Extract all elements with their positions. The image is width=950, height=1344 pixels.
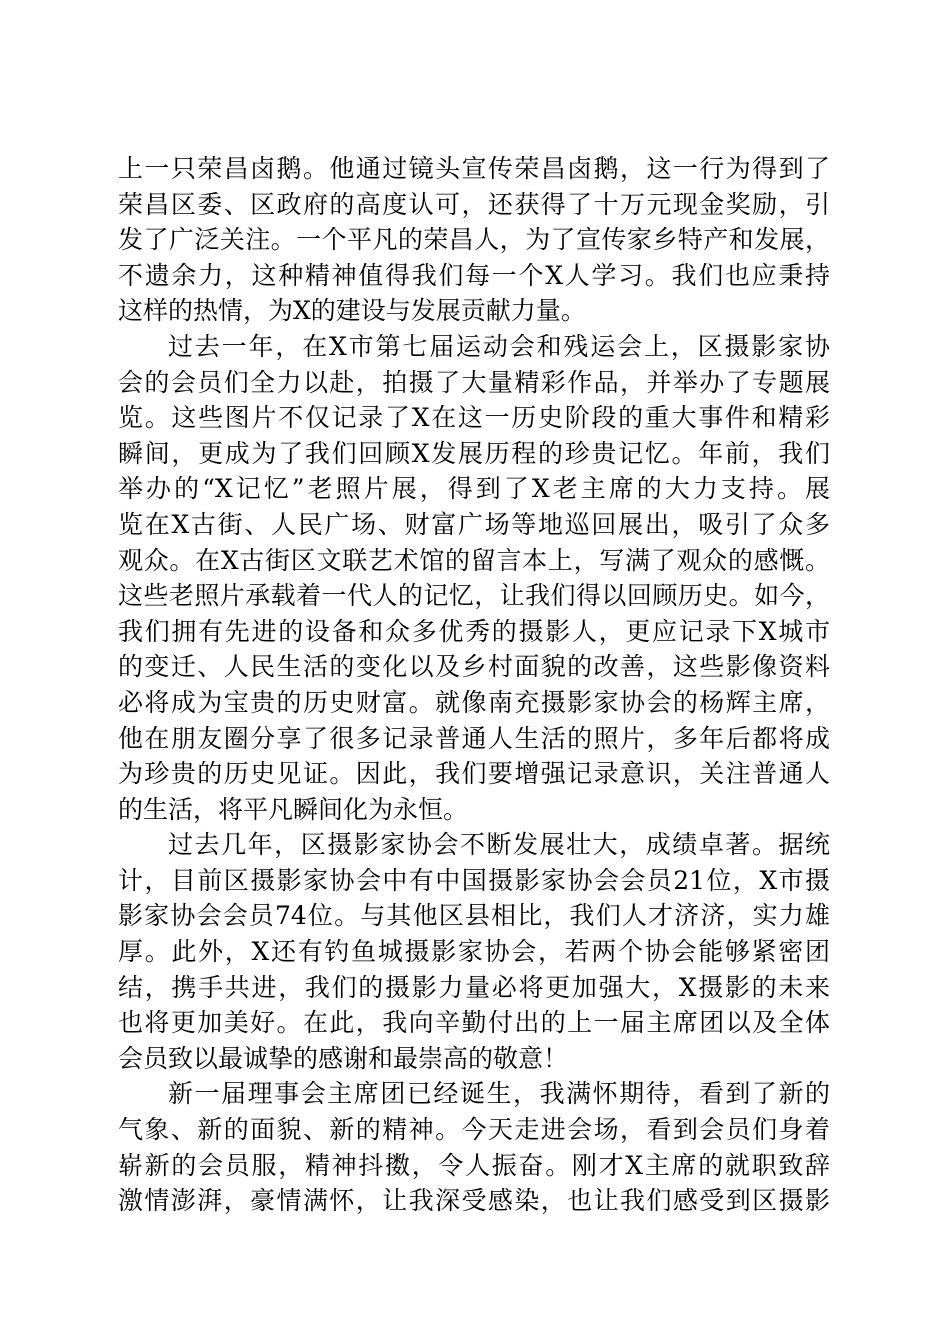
text-line: 计，目前区摄影家协会中有中国摄影家协会会员21位，X市摄 [118,865,830,895]
paragraph [118,1076,830,1218]
text-line: 气象、新的面貌、新的精神。今天走进会场，看到会员们身着 [118,1115,830,1145]
text-line: 这些老照片承载着一代人的记忆，让我们得以回顾历史。如今， [118,581,830,611]
text-line: 也将更加美好。在此，我向辛勤付出的上一届主席团以及全体 [118,1008,830,1038]
text-line: 观众。在X古街区文联艺术馆的留言本上，写满了观众的感慨。 [118,545,830,575]
text-line: 的变迁、人民生活的变化以及乡村面貌的改善，这些影像资料 [118,652,830,682]
paragraph [118,329,830,827]
text-line: 我们拥有先进的设备和众多优秀的摄影人，更应记录下X城市 [118,616,830,646]
text-line: 他在朋友圈分享了很多记录普通人生活的照片，多年后都将成 [118,723,830,753]
text-line: 上一只荣昌卤鹅。他通过镜头宣传荣昌卤鹅，这一行为得到了 [118,154,830,183]
text-line: 览。这些图片不仅记录了X在这一历史阶段的重大事件和精彩 [118,403,830,433]
text-line: 会的会员们全力以赴，拍摄了大量精彩作品，并举办了专题展 [118,367,830,397]
paragraph [118,151,830,329]
text-line: 的生活，将平凡瞬间化为永恒。 [118,794,469,824]
text-line: 过去几年，区摄影家协会不断发展壮大，成绩卓著。据统 [168,830,830,860]
text-line: 影家协会会员74位。与其他区县相比，我们人才济济，实力雄 [118,901,830,931]
text-line: 必将成为宝贵的历史财富。就像南充摄影家协会的杨辉主席， [118,687,830,717]
text-line: 发了广泛关注。一个平凡的荣昌人，为了宣传家乡特产和发展， [118,225,830,255]
text-line: 这样的热情，为X的建设与发展贡献力量。 [118,296,586,326]
text-line: 结，携手共进，我们的摄影力量必将更加强大，X摄影的未来 [118,972,830,1002]
document-body [118,151,830,1219]
text-line: 崭新的会员服，精神抖擞，令人振奋。刚才X主席的就职致辞 [118,1150,830,1180]
text-line: 不遗余力，这种精神值得我们每一个X人学习。我们也应秉持 [118,260,830,290]
text-line: 激情澎湃，豪情满怀，让我深受感染，也让我们感受到区摄影 [118,1186,830,1216]
text-line: 瞬间，更成为了我们回顾X发展历程的珍贵记忆。年前，我们 [118,438,830,468]
text-line: 厚。此外，X还有钓鱼城摄影家协会，若两个协会能够紧密团 [118,937,830,967]
text-line: 过去一年，在X市第七届运动会和残运会上，区摄影家协 [168,331,830,361]
text-line: 荣昌区委、区政府的高度认可，还获得了十万元现金奖励，引 [118,189,830,219]
text-line: 览在X古街、人民广场、财富广场等地巡回展出，吸引了众多 [118,509,830,539]
text-line: 举办的“X记忆”老照片展，得到了X老主席的大力支持。展 [118,474,830,504]
text-line: 新一届理事会主席团已经诞生，我满怀期待，看到了新的 [168,1079,830,1109]
text-line: 为珍贵的历史见证。因此，我们要增强记录意识，关注普通人 [118,759,830,789]
text-line: 会员致以最诚挚的感谢和最崇高的敬意！ [118,1043,569,1073]
paragraph [118,827,830,1076]
